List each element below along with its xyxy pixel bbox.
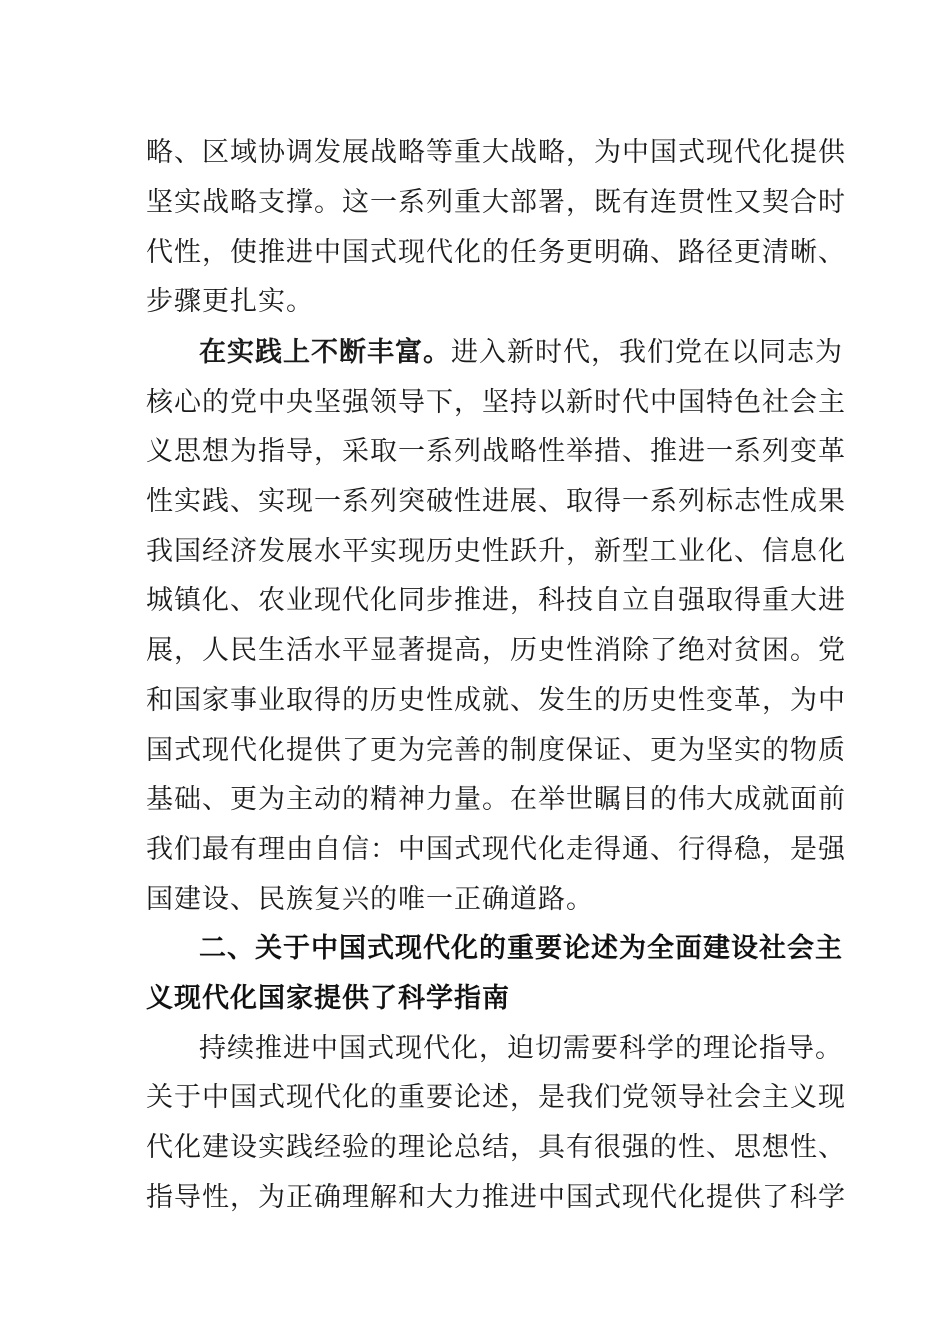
body-text-line: 代性，使推进中国式现代化的任务更明确、路径更清晰、: [146, 237, 846, 268]
body-text-line: 略、区域协调发展战略等重大战略，为中国式现代化提供: [146, 137, 846, 168]
body-text-line: 国式现代化提供了更为完善的制度保证、更为坚实的物质: [146, 735, 846, 766]
body-text-line: 基础、更为主动的精神力量。在举世瞩目的伟大成就面前: [146, 784, 846, 815]
body-text-run: 进入新时代，我们党在以同志为: [451, 337, 843, 368]
body-text-line: 义思想为指导，采取一系列战略性举措、推进一系列变革: [146, 436, 846, 467]
body-text-line: 我国经济发展水平实现历史性跃升，新型工业化、信息化: [146, 536, 846, 567]
paragraph-lead-line: [199, 335, 843, 371]
body-text-line: 关于中国式现代化的重要论述，是我们党领导社会主义现: [146, 1082, 846, 1113]
body-text-line: 坚实战略支撑。这一系列重大部署，既有连贯性又契合时: [146, 187, 846, 218]
body-text-line: 持续推进中国式现代化，迫切需要科学的理论指导。: [199, 1033, 843, 1064]
body-text-line: 和国家事业取得的历史性成就、发生的历史性变革，为中: [146, 685, 846, 716]
body-text-line: 国建设、民族复兴的唯一正确道路。: [146, 884, 594, 915]
body-text-line: 展，人民生活水平显著提高，历史性消除了绝对贫困。党: [146, 635, 846, 666]
body-text-line: 指导性，为正确理解和大力推进中国式现代化提供了科学: [146, 1182, 846, 1213]
section-heading-line: 义现代化国家提供了科学指南: [146, 983, 510, 1014]
body-text-line: 我们最有理由自信：中国式现代化走得通、行得稳，是强: [146, 834, 846, 865]
body-text-line: 性实践、实现一系列突破性进展、取得一系列标志性成果: [146, 486, 846, 517]
section-heading-line: 二、关于中国式现代化的重要论述为全面建设社会主: [199, 933, 843, 964]
paragraph-lead-in: 在实践上不断丰富。: [199, 337, 451, 368]
body-text-line: 核心的党中央坚强领导下，坚持以新时代中国特色社会主: [146, 387, 846, 418]
body-text-line: 城镇化、农业现代化同步推进，科技自立自强取得重大进: [146, 585, 846, 616]
body-text-line: 步骤更扎实。: [146, 286, 314, 317]
body-text-line: 代化建设实践经验的理论总结，具有很强的性、思想性、: [146, 1132, 846, 1163]
